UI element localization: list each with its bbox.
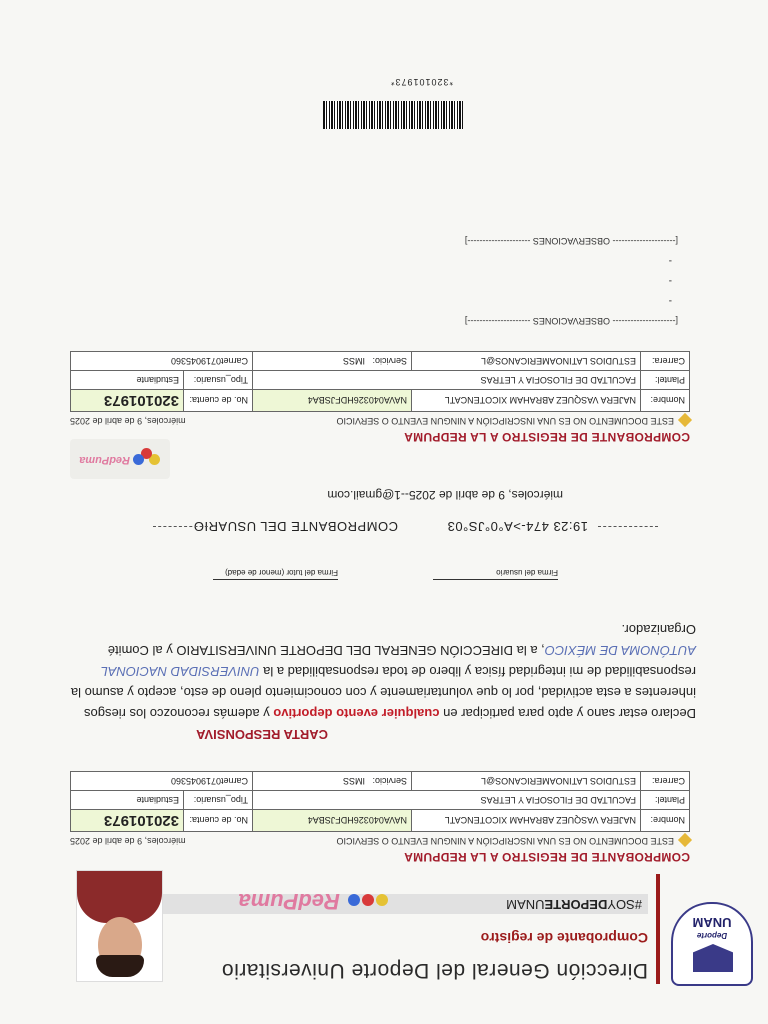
value-tipo-usuario: Estudiante (71, 371, 184, 390)
signature-user: Firma del usuario (433, 568, 558, 580)
dash-mark: - (668, 295, 672, 306)
hashtag-text: #SOYDEPORTEUNAM (506, 897, 642, 912)
user-receipt-code: 19:23 474->A°0°JS°03 (447, 519, 588, 534)
label-servicio: Servicio: (372, 356, 407, 366)
label-tipo-usuario: Tipo_usuario: (184, 371, 253, 390)
value-curp: NAVA040326HDFJSBA4 (253, 390, 412, 412)
pencil-icon (678, 413, 692, 427)
label-nombre: Nombre: (641, 390, 690, 412)
user-receipt-label: COMPROBANTE DEL USUARIO (193, 519, 398, 534)
registration-table-1 (70, 771, 690, 832)
logo-deporte-text: Deporte (696, 931, 728, 940)
dash-mark: - (668, 255, 672, 266)
logo-dot-icon (362, 894, 374, 906)
label-servicio: Servicio: (372, 776, 407, 786)
value-curp: NAVA040326HDFJSBA4 (253, 810, 412, 832)
label-carrera: Carrera: (641, 352, 690, 371)
barcode-text: *320101973* (389, 77, 453, 87)
receipt-heading-1: COMPROBANTE DE REGISTRO A LA REDPUMA (403, 850, 690, 864)
page-title: Dirección General del Deporte Universitario (221, 959, 648, 982)
user-photo (76, 870, 163, 982)
date-text: miércoles, 9 de abril de 2025 (70, 836, 186, 846)
hashtag-bar (148, 894, 648, 914)
observaciones-1: [--------------------- OBSERVACIONES ---------------------] (464, 316, 678, 326)
date-text: miércoles, 9 de abril de 2025 (70, 416, 186, 426)
value-plantel: FACULTAD DE FILOSOFIA Y LETRAS (253, 791, 641, 810)
label-no-cuenta: No. de cuenta: (184, 810, 253, 832)
carta-text: Declaro estar sano y apto para participar en cualquier evento deportivo y además reconozco los riesgos inherentes a esta actividad, por lo que voluntariamente y con conocimiento pleno de esto, acepto y asumo la responsabilidad de mi integridad física y libero de toda responsabilidad a la UNIVERSIDAD NACIONAL AUTÓNOMA DE MÉXICO, a la DIRECCIÓN GENERAL DEL DEPORTE UNIVERSITARIO y al Comité Organizador. (70, 622, 696, 721)
value-carrera: ESTUDIOS LATINOAMERICANOS@L (412, 352, 641, 371)
signature-tutor: Firma del tutor (menor de edad) (213, 568, 338, 580)
label-plantel: Plantel: (641, 371, 690, 390)
dash-mark: - (668, 275, 672, 286)
pencil-icon (678, 833, 692, 847)
redpuma-small-logo (70, 439, 170, 479)
redpuma-logo (238, 884, 388, 914)
receipt-heading-2: COMPROBANTE DE REGISTRO A LA REDPUMA (403, 430, 690, 444)
label-plantel: Plantel: (641, 791, 690, 810)
label-carrera: Carrera: (641, 772, 690, 791)
value-carnet: Carnet0719045360 (71, 352, 253, 371)
servicio-cell (253, 772, 412, 791)
observaciones-2: [--------------------- OBSERVACIONES ---------------------] (464, 236, 678, 246)
value-plantel: FACULTAD DE FILOSOFIA Y LETRAS (253, 371, 641, 390)
value-servicio: IMSS (342, 356, 365, 366)
header (0, 854, 768, 1004)
value-no-cuenta: 320101973 (71, 390, 184, 412)
value-servicio: IMSS (342, 776, 365, 786)
unam-deporte-logo (671, 902, 753, 986)
registration-table-2 (70, 351, 690, 412)
logo-dot-icon (133, 454, 144, 465)
logo-dot-icon (376, 894, 388, 906)
note-row-2 (70, 415, 690, 426)
label-no-cuenta: No. de cuenta: (184, 390, 253, 412)
logo-unam-text: UNAM (692, 915, 732, 930)
value-carnet: Carnet0719045360 (71, 772, 253, 791)
logo-dot-icon (348, 894, 360, 906)
value-carrera: ESTUDIOS LATINOAMERICANOS@L (412, 772, 641, 791)
user-receipt-email: miércoles, 9 de abril de 2025--1@gmail.com (327, 488, 563, 502)
label-nombre: Nombre: (641, 810, 690, 832)
value-nombre: NAJERA VASQUEZ ABRAHAM XICOTENCATL (412, 810, 641, 832)
value-no-cuenta: 320101973 (71, 810, 184, 832)
dash-line (153, 526, 213, 527)
carta-title: CARTA RESPONSIVA (196, 727, 328, 742)
value-nombre: NAJERA VASQUEZ ABRAHAM XICOTENCATL (412, 390, 641, 412)
barcode (323, 101, 463, 129)
note-text: ESTE DOCUMENTO NO ES UNA INSCRIPCIÓN A NINGUN EVENTO O SERVICIO (336, 836, 674, 846)
header-divider (656, 874, 660, 984)
dash-line (598, 526, 658, 527)
redpuma-small-text: RedPuma (79, 454, 130, 466)
value-tipo-usuario: Estudiante (71, 791, 184, 810)
redpuma-text: RedPuma (238, 889, 340, 914)
shield-icon (693, 944, 733, 972)
label-tipo-usuario: Tipo_usuario: (184, 791, 253, 810)
servicio-cell (253, 352, 412, 371)
note-row-1 (70, 835, 690, 846)
page-subtitle: Comprobante de registro (480, 930, 648, 946)
note-text: ESTE DOCUMENTO NO ES UNA INSCRIPCIÓN A NINGUN EVENTO O SERVICIO (336, 416, 674, 426)
